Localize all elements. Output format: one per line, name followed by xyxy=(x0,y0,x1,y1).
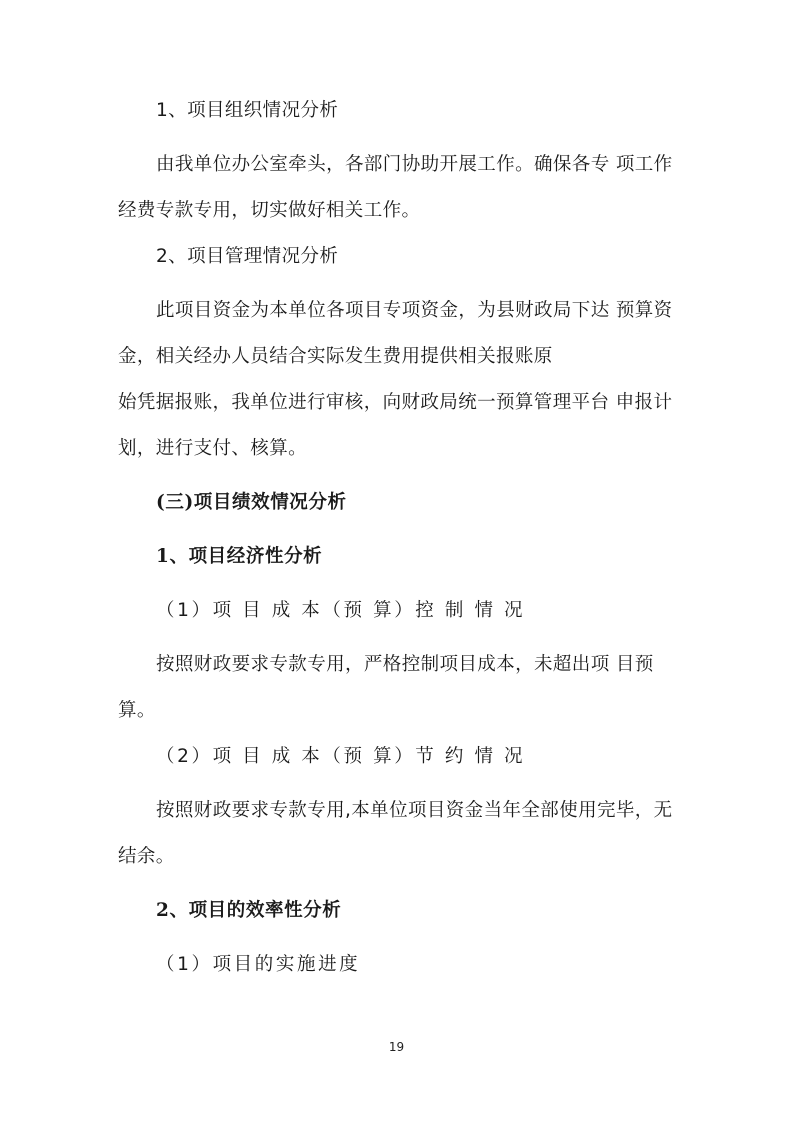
subheading-cost-control: （1）项 目 成 本（预 算）控 制 情 况 xyxy=(156,600,526,621)
paragraph-cost-saving-text: 按照财政要求专款专用,本单位项目资金当年全部使用完毕，无结余。 xyxy=(118,800,673,867)
paragraph-project-management-text: 此项目资金为本单位各项目专项资金，为县财政局下达 预算资金，相关经办人员结合实际发生费用提供相关报账原 xyxy=(118,300,673,367)
paragraph-project-management-heading: 2、项目管理情况分析 xyxy=(156,246,339,267)
subheading-implementation-progress: （1）项目的实施进度 xyxy=(156,954,361,975)
page-number: 19 xyxy=(388,1040,405,1054)
paragraph-project-organization-text: 由我单位办公室牵头，各部门协助开展工作。确保各专 项工作经费专款专用，切实做好相关工作。 xyxy=(118,154,673,221)
heading-performance-analysis: (三)项目绩效情况分析 xyxy=(156,492,347,513)
document-body xyxy=(118,88,676,988)
paragraph-project-organization-heading: 1、项目组织情况分析 xyxy=(156,100,339,121)
paragraph-project-management-text-continued: 始凭据报账，我单位进行审核，向财政局统一预算管理平台 申报计划，进行支付、核算。 xyxy=(118,392,673,459)
subheading-cost-saving: （2）项 目 成 本（预 算）节 约 情 况 xyxy=(156,746,526,767)
paragraph-cost-control-text: 按照财政要求专款专用，严格控制项目成本，未超出项 目预算。 xyxy=(118,654,654,721)
heading-economy-analysis: 1、项目经济性分析 xyxy=(156,546,323,567)
heading-efficiency-analysis: 2、项目的效率性分析 xyxy=(156,900,342,921)
